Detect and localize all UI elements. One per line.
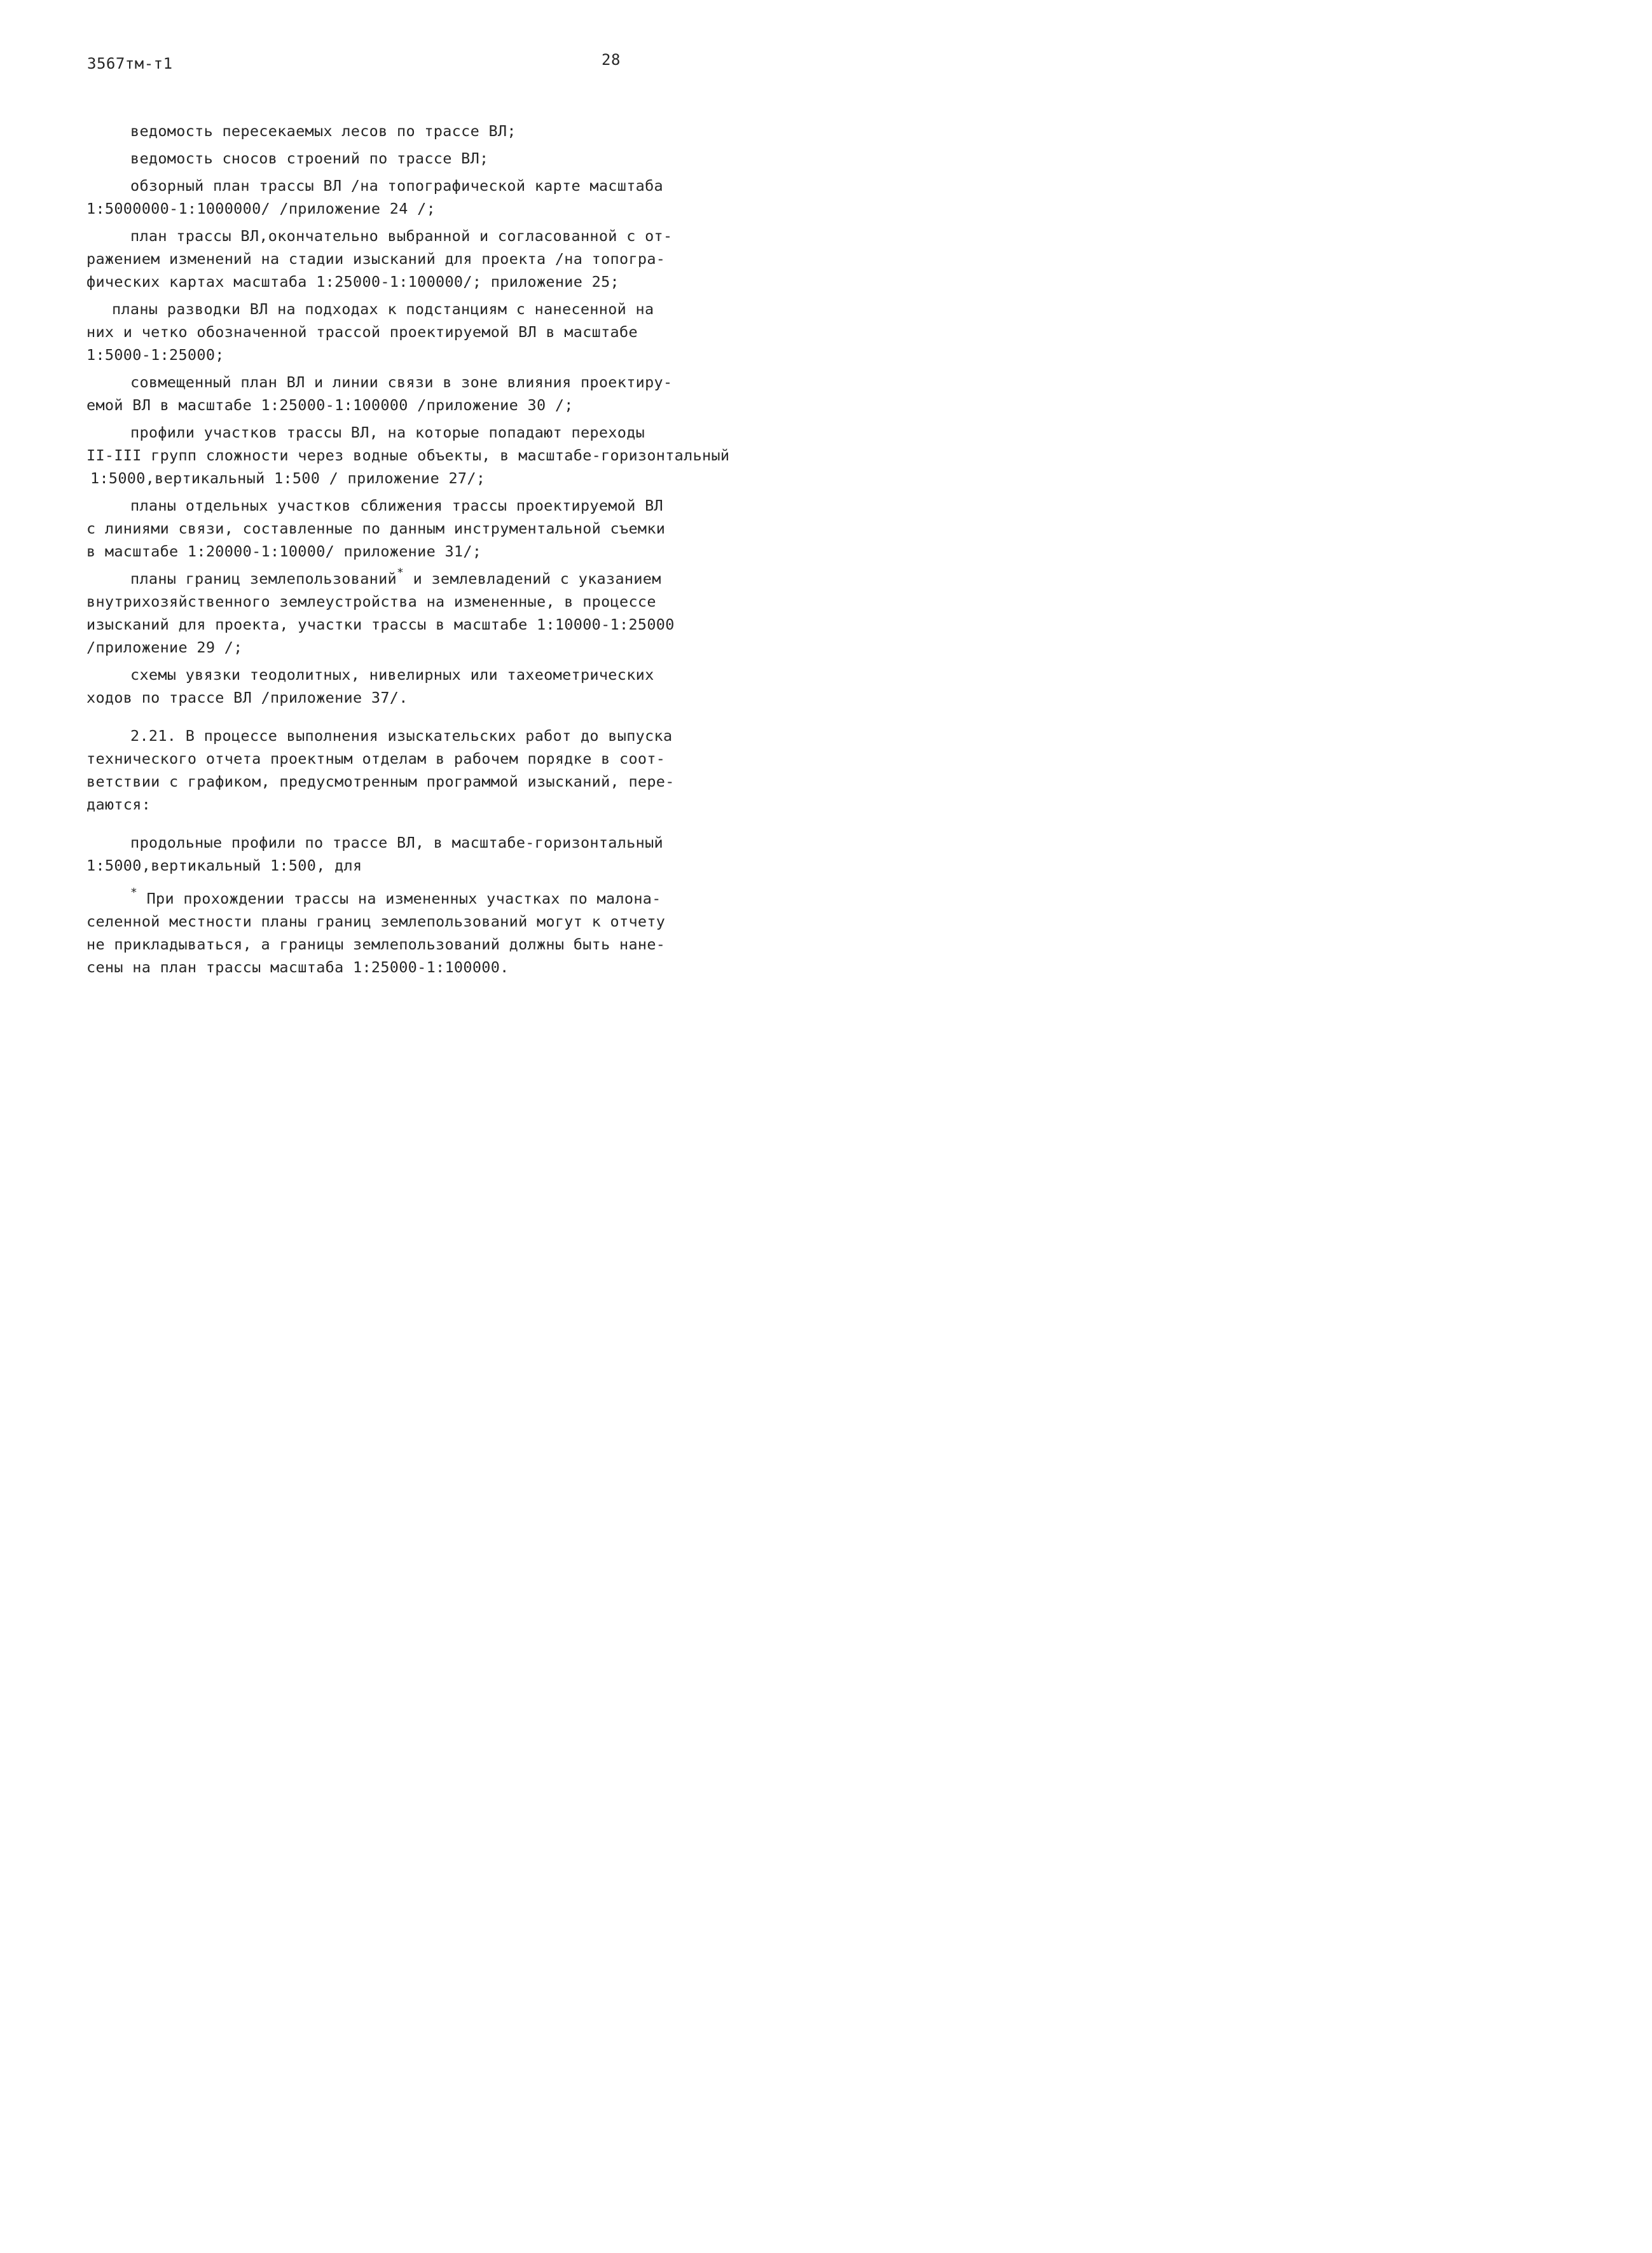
text-line: даются: [86,796,151,813]
text-line: обзорный план трассы ВЛ /на топографической карте масштаба [130,177,663,195]
text-line: планы отдельных участков сближения трассы проектируемой ВЛ [130,497,663,514]
text-line: сены на план трассы масштаба 1:25000-1:100000. [86,958,509,976]
footnote-marker: * [397,566,404,579]
text-line: них и четко обозначенной трассой проектируемой ВЛ в масштабе [86,323,638,341]
footnote [86,886,666,979]
text-line: 1:5000000-1:1000000/ /приложение 24 /; [86,200,436,217]
page-number: 28 [602,51,621,69]
text-line: селенной местности планы границ землепользований могут к отчету [86,913,666,930]
text-line: с линиями связи, составленные по данным инструментальной съемки [86,520,666,537]
text-line: план трассы ВЛ,окончательно выбранной и согласованной с от- [130,227,673,245]
paragraph [86,224,673,293]
paragraph [86,421,730,490]
text-line: ражением изменений на стадии изысканий для проекта /на топогра- [86,250,666,268]
text-line: 1:5000,вертикальный 1:500, для [86,857,362,874]
paragraph [86,831,663,877]
text-line [86,886,661,910]
text-line: ведомость сносов строений по трассе ВЛ; [130,149,489,167]
section-paragraph [86,724,675,816]
text-line: планы разводки ВЛ на подходах к подстанциям с нанесенной на [112,300,654,318]
text-line: 1:5000,вертикальный 1:500 / приложение 27/; [90,469,486,487]
paragraph [86,298,654,366]
text-line: схемы увязки теодолитных, нивелирных или тахеометрических [130,666,654,684]
text-line: не прикладываться, а границы землепользований должны быть нане- [86,935,666,953]
text-segment: При прохождении трассы на измененных участках по малона- [137,890,661,907]
text-line: емой ВЛ в масштабе 1:25000-1:100000 /приложение 30 /; [86,396,574,414]
text-line: ведомость пересекаемых лесов по трассе ВЛ; [130,122,516,140]
text-line: технического отчета проектным отделам в рабочем порядке в соот- [86,750,666,768]
text-line: совмещенный план ВЛ и линии связи в зоне влияния проектиру- [130,373,673,391]
text-line: 1:5000-1:25000; [86,346,224,364]
paragraph [86,147,644,170]
text-line: II-III групп сложности через водные объекты, в масштабе-горизонтальный [86,446,730,464]
paragraph [86,371,673,417]
paragraph [86,120,644,142]
text-line: ветствии с графиком, предусмотренным программой изысканий, пере- [86,773,675,790]
paragraph [86,663,654,709]
text-segment: планы границ землепользований [130,570,397,588]
paragraph [86,566,675,659]
text-line: /приложение 29 /; [86,638,243,656]
text-segment: и землевладений с указанием [404,570,661,588]
text-line: ходов по трассе ВЛ /приложение 37/. [86,689,408,706]
text-line: продольные профили по трассе ВЛ, в масштабе-горизонтальный [130,834,663,851]
text-line: 2.21. В процессе выполнения изыскательских работ до выпуска [130,727,673,745]
footnote-marker: * [130,886,138,899]
paragraph [86,494,666,563]
paragraph [86,174,663,220]
text-line: изысканий для проекта, участки трассы в масштабе 1:10000-1:25000 [86,616,675,633]
text-line: фических картах масштаба 1:25000-1:100000/; приложение 25; [86,273,619,291]
document-page [0,0,745,1017]
document-body [86,120,730,983]
text-line [86,566,661,590]
text-line: профили участков трассы ВЛ, на которые попадают переходы [130,424,645,441]
text-line: в масштабе 1:20000-1:10000/ приложение 31/; [86,542,482,560]
text-line: внутрихозяйственного землеустройства на измененные, в процессе [86,593,656,610]
document-id: 3567тм-т1 [87,55,173,72]
